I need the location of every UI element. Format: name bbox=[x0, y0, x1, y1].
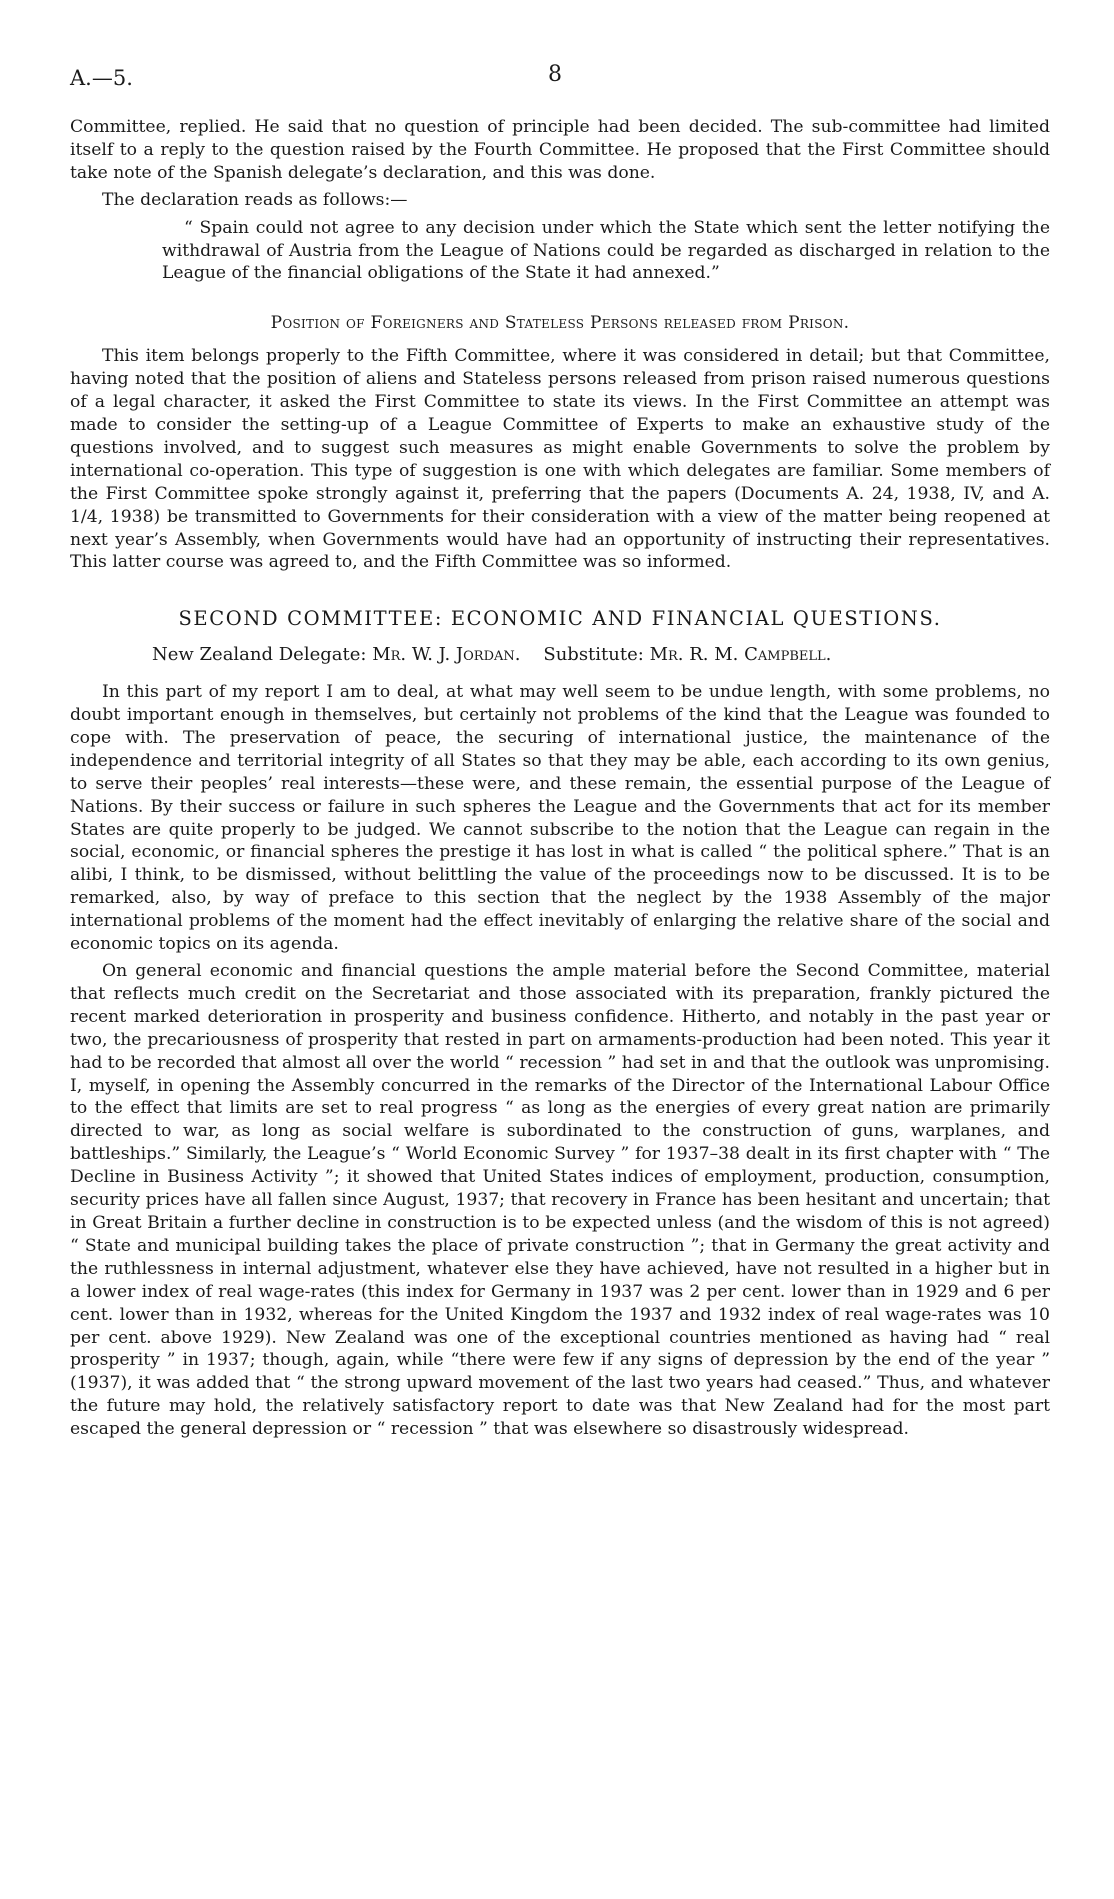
paragraph-report-scope: In this part of my report I am to deal, at what may well seem to be undue length, with some problems, no doubt important enough in themselves, but certainly not problems of the kind that the League was founded to cope with. The preservation of peace, the securing of international justice, the maintenance of the independence and territorial integrity of all States so that they may be able, each according to its own genius, to serve their peoples’ real interests—these were, and these remain, the essential purpose of the League of Nations. By their success or failure in such spheres the League and the Governments that act for its member States are quite properly to be judged. We cannot subscribe to the notion that the League can regain in the social, economic, or financial spheres the prestige it has lost in what is called “ the political sphere.” That is an alibi, I think, to be dismissed, without belittling the value of the proceedings now to be discussed. It is to be remarked, also, by way of preface to this section that the neglect by the 1938 Assembly of the major international problems of the moment had the effect inevitably of enlarging the relative share of the social and economic topics on its agenda. bbox=[70, 682, 1050, 955]
quoted-declaration: “ Spain could not agree to any decision under which the State which sent the letter notifying the withdrawal of Austria from the League of Nations could be regarded as discharged in relation to the League of the financial obligations of the State it had annexed.” bbox=[162, 217, 1050, 284]
delegate-name: Mr. W. J. Jordan. bbox=[372, 644, 521, 666]
delegate-label: New Zealand Delegate: bbox=[152, 644, 367, 666]
page-number: 8 bbox=[548, 62, 562, 87]
paragraph-declaration-intro: The declaration reads as follows:— bbox=[102, 189, 408, 210]
delegate-line bbox=[152, 644, 1050, 667]
substitute-label: Substitute: bbox=[543, 644, 644, 666]
subheading-foreigners-stateless: Position of Foreigners and Stateless Persons released from Prison. bbox=[270, 313, 850, 334]
document-code: A.—5. bbox=[70, 66, 133, 90]
paragraph-fifth-committee: This item belongs properly to the Fifth Committee, where it was considered in detail; but that Committee, having noted that the position of aliens and Stateless persons released from prison raised numerous questions of a legal character, it asked the First Committee to state its views. In the First Committee an attempt was made to consider the setting-up of a League Committee of Experts to make an exhaustive study of the questions involved, and to suggest such measures as might enable Governments to solve the problem by international co-operation. This type of suggestion is one with which delegates are familiar. Some members of the First Committee spoke strongly against it, preferring that the papers (Documents A. 24, 1938, IV, and A. 1/4, 1938) be transmitted to Governments for their consideration with a view of the matter being reopened at next year’s Assembly, when Governments would have had an opportunity of instructing their representatives. This latter course was agreed to, and the Fifth Committee was so informed. bbox=[70, 346, 1050, 573]
paragraph-committee-reply: Committee, replied. He said that no question of principle had been decided. The sub-committee had limited itself to a reply to the question raised by the Fourth Committee. He proposed that the First Committee should take note of the Spanish delegate’s declaration, and this was done. bbox=[70, 117, 1050, 183]
paragraph-economic-questions: On general economic and financial questions the ample material before the Second Committee, material that reflects much credit on the Secretariat and those associated with its preparation, frankly pictured the recent marked deterioration in prosperity and business confidence. Hitherto, and notably in the past year or two, the precariousness of prosperity that rested in part on armaments-production had been noted. This year it had to be recorded that almost all over the world “ recession ” had set in and that the outlook was unpromising. I, myself, in opening the Assembly concurred in the remarks of the Director of the International Labour Office to the effect that limits are set to real progress “ as long as the energies of every great nation are primarily directed to war, as long as social welfare is subordinated to the construction of guns, warplanes, and battleships.” Similarly, the League’s “ World Economic Survey ” for 1937–38 dealt in its first chapter with “ The Decline in Business Activity ”; it showed that United States indices of employment, production, consumption, security prices have all fallen since August, 1937; that recovery in France has been hesitant and uncertain; that in Great Britain a further decline in construction is to be expected unless (and the wisdom of this is not agreed) “ State and municipal building takes the place of private construction ”; that in Germany the great activity and the ruthlessness in internal adjustment, whatever else they have achieved, have not resulted in a higher but in a lower index of real wage-rates (this index for Germany in 1937 was 2 per cent. lower than in 1929 and 6 per cent. lower than in 1932, whereas for the United Kingdom the 1937 and 1932 index of real wage-rates was 10 per cent. above 1929). New Zealand was one of the exceptional countries mentioned as having had “ real prosperity ” in 1937; though, again, while “there were few if any signs of depression by the end of the year ” (1937), it was added that “ the strong upward movement of the last two years had ceased.” Thus, and whatever the future may hold, the relatively satisfactory report to date was that New Zealand had for the most part escaped the general depression or “ recession ” that was elsewhere so disastrously widespread. bbox=[70, 961, 1050, 1440]
section-heading-second-committee: SECOND COMMITTEE: ECONOMIC AND FINANCIAL QUESTIONS. bbox=[178, 607, 942, 631]
body-text bbox=[70, 116, 1050, 1441]
substitute-name: Mr. R. M. Campbell. bbox=[649, 644, 832, 666]
